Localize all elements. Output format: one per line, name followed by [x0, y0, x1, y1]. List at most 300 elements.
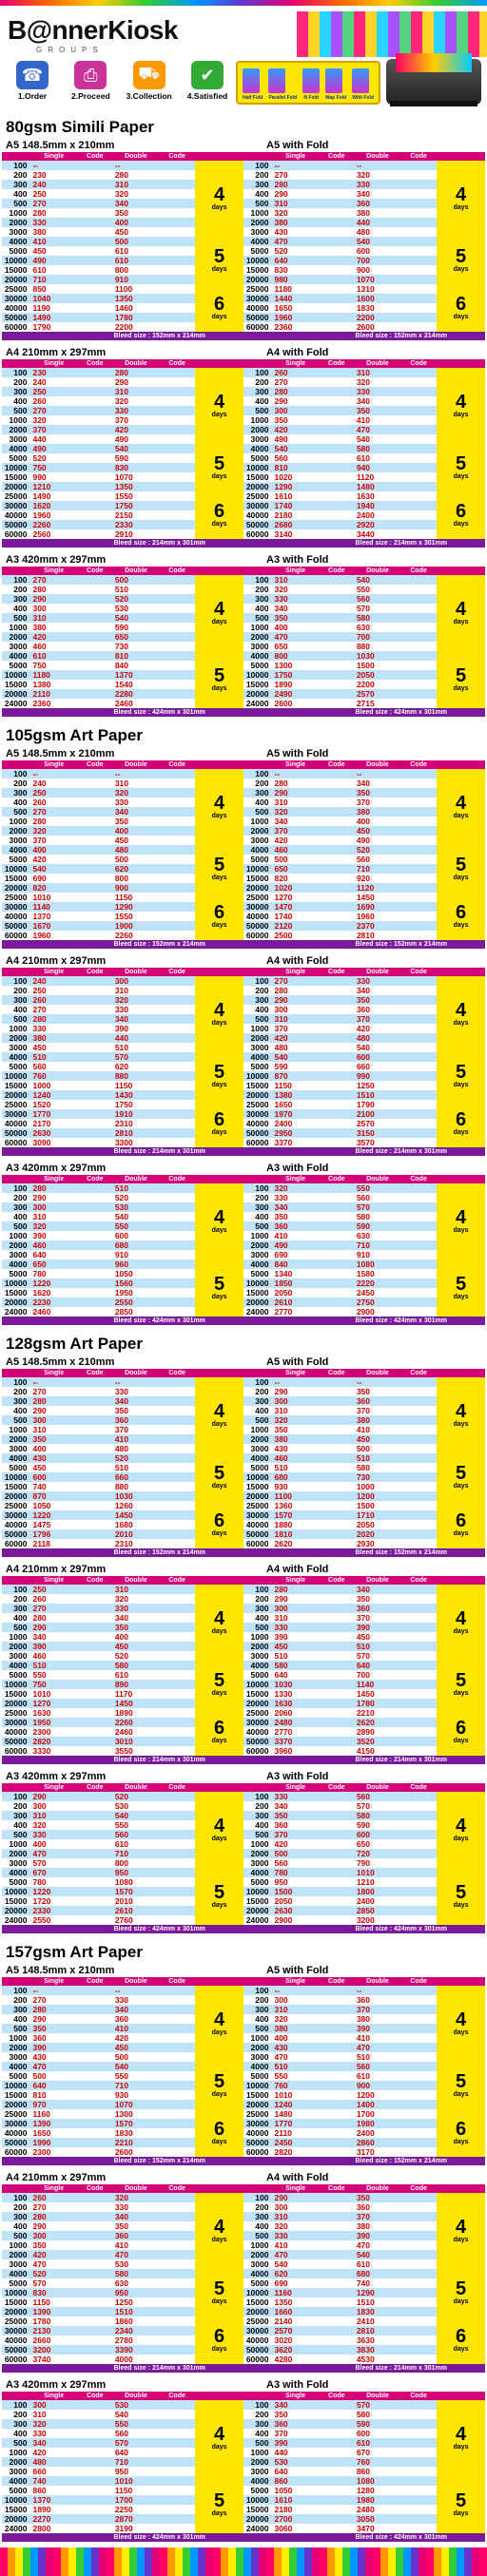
quantity-cell: 50000	[244, 921, 272, 931]
single-price-cell: 350	[30, 2240, 76, 2250]
double-price-cell: 650	[355, 1839, 400, 1849]
quantity-cell: 5000	[244, 1062, 272, 1071]
double-code-cell	[400, 2071, 437, 2081]
days-number: 5	[214, 1882, 225, 1903]
single-code-cell	[319, 2410, 355, 2419]
double-price-cell: 420	[355, 1024, 400, 1033]
days-label: days	[211, 1421, 227, 1428]
single-price-cell: 660	[30, 2467, 76, 2476]
days-number: 5	[456, 1062, 467, 1083]
days-number: 6	[456, 1718, 467, 1739]
double-code-cell	[159, 1501, 195, 1510]
single-price-cell: 1950	[30, 1718, 76, 1727]
size-title: A3 with Fold	[266, 2379, 329, 2391]
single-code-cell	[77, 1307, 113, 1317]
single-price-cell: 310	[272, 2005, 318, 2014]
single-code-cell	[319, 845, 355, 855]
quantity-cell: 3000	[244, 1858, 272, 1868]
double-code-cell	[159, 864, 195, 874]
quantity-cell: 400	[2, 396, 30, 406]
days-number: 5	[214, 665, 225, 686]
double-price-cell: 2780	[113, 2336, 159, 2345]
quantity-cell: 100	[2, 1986, 30, 1995]
double-price-cell: 1980	[355, 2119, 400, 2128]
double-code-cell	[400, 594, 437, 604]
double-code-cell	[159, 520, 195, 529]
table-row	[244, 2062, 485, 2071]
double-price-cell: 340	[113, 807, 159, 817]
quantity-cell: 50000	[244, 520, 272, 529]
printer-icon: ⎙	[74, 61, 107, 89]
double-price-cell: 290	[113, 377, 159, 387]
single-code-cell	[319, 1510, 355, 1520]
single-price-cell: 330	[30, 2429, 76, 2438]
single-code-cell	[319, 1651, 355, 1661]
single-price-cell: 310	[272, 1406, 318, 1415]
single-code-cell	[319, 788, 355, 798]
quantity-cell: 20000	[2, 1298, 30, 1307]
column-header-single: Single	[30, 567, 76, 575]
double-code-cell	[400, 1434, 437, 1444]
leaflet-thumbnail	[243, 68, 260, 93]
double-code-cell	[159, 1406, 195, 1415]
single-code-cell	[319, 2193, 355, 2202]
double-code-cell	[159, 995, 195, 1005]
double-price-cell: 450	[113, 836, 159, 845]
double-price-cell: 380	[355, 1415, 400, 1425]
column-header-double: Double	[113, 1576, 159, 1585]
double-code-cell	[159, 2147, 195, 2157]
quantity-cell: 2000	[244, 1642, 272, 1651]
days-label: days	[453, 2139, 469, 2145]
double-price-cell: 520	[113, 1193, 159, 1202]
single-code-cell	[77, 1288, 113, 1298]
double-price-cell: 1310	[355, 284, 400, 294]
double-code-cell	[159, 1128, 195, 1138]
double-price-cell: 540	[355, 1043, 400, 1052]
double-price-cell: 560	[355, 2062, 400, 2071]
double-code-cell	[400, 883, 437, 893]
double-price-cell: 590	[113, 453, 159, 463]
turnaround-days	[195, 368, 244, 444]
quantity-cell: 5000	[2, 2278, 30, 2288]
days-label: days	[453, 2029, 469, 2036]
days-label: days	[211, 2298, 227, 2305]
double-price-cell: 320	[355, 377, 400, 387]
single-code-cell	[77, 2147, 113, 2157]
price-table	[244, 2392, 485, 2533]
double-code-cell	[400, 1699, 437, 1708]
single-price-cell: 860	[30, 2486, 76, 2495]
quantity-cell: 100	[244, 1986, 272, 1995]
quantity-cell: 50000	[2, 921, 30, 931]
days-label: days	[211, 2510, 227, 2517]
single-price-cell: 270	[30, 1995, 76, 2005]
quantity-cell: 24000	[244, 2524, 272, 2533]
single-code-cell	[319, 1718, 355, 1727]
turnaround-days	[437, 161, 485, 237]
double-price-cell: 640	[113, 2448, 159, 2457]
double-price-cell: 390	[113, 1024, 159, 1033]
column-header-days	[437, 2392, 485, 2400]
single-code-cell	[77, 2345, 113, 2355]
single-price-cell: 1010	[272, 2090, 318, 2100]
double-code-cell	[159, 415, 195, 425]
single-code-cell	[77, 1062, 113, 1071]
fold-product	[325, 68, 346, 101]
single-price-cell: 300	[272, 1995, 318, 2005]
double-price-cell: 500	[113, 2052, 159, 2062]
paper-section	[0, 1335, 487, 1933]
quantity-cell: 400	[244, 2221, 272, 2231]
single-price-cell: 310	[272, 2212, 318, 2221]
single-price-cell: 270	[30, 807, 76, 817]
single-price-cell: 1720	[30, 1896, 76, 1906]
quantity-cell: 200	[244, 1995, 272, 2005]
days-label: days	[453, 875, 469, 881]
column-header-code2: Code	[400, 968, 437, 976]
single-price-cell: 820	[272, 874, 318, 883]
double-code-cell	[159, 1539, 195, 1548]
double-price-cell: 890	[113, 1680, 159, 1689]
single-price-cell: 1880	[272, 1520, 318, 1529]
column-header-code2: Code	[400, 359, 437, 368]
double-code-cell	[400, 1718, 437, 1727]
single-code-cell	[319, 1100, 355, 1109]
single-price-cell: 420	[272, 425, 318, 434]
double-code-cell	[159, 2014, 195, 2024]
days-label: days	[211, 1129, 227, 1136]
single-price-cell: 290	[30, 2014, 76, 2024]
fold-product-label: Map Fold	[325, 95, 347, 101]
table-row	[2, 2269, 244, 2278]
price-table	[244, 152, 485, 332]
single-code-cell	[77, 1613, 113, 1623]
single-price-cell: 3960	[272, 1746, 318, 1756]
double-price-cell: 560	[113, 1830, 159, 1839]
double-price-cell: --	[113, 1377, 159, 1387]
days-number: 4	[456, 2009, 467, 2030]
double-code-cell	[400, 2221, 437, 2231]
size-title: A3 420mm x 297mm	[6, 1163, 107, 1174]
single-code-cell	[319, 699, 355, 708]
quantity-cell: 10000	[2, 1278, 30, 1288]
single-code-cell	[319, 237, 355, 246]
days-number: 5	[214, 1274, 225, 1295]
fold-product-label: Parallel Fold	[268, 95, 298, 101]
size-pair	[2, 1770, 485, 1933]
leaflet-thumbnail	[352, 68, 369, 93]
column-header-code2: Code	[159, 567, 195, 575]
single-price-cell: 450	[30, 246, 76, 256]
single-code-cell	[319, 1849, 355, 1858]
double-code-cell	[159, 1183, 195, 1193]
double-price-cell: 1800	[355, 1887, 400, 1896]
single-price-cell: 640	[272, 2467, 318, 2476]
single-price-cell: 350	[272, 613, 318, 623]
single-price-cell: 300	[272, 1396, 318, 1406]
single-code-cell	[77, 387, 113, 396]
single-price-cell: 1500	[272, 1887, 318, 1896]
single-price-cell: 870	[30, 1491, 76, 1501]
single-price-cell: 450	[30, 1463, 76, 1472]
quantity-cell: 25000	[244, 1708, 272, 1718]
days-label: days	[211, 1738, 227, 1744]
single-price-cell: 570	[30, 1858, 76, 1868]
turnaround-days	[195, 2109, 244, 2157]
double-price-cell: 920	[355, 874, 400, 883]
single-code-cell	[77, 788, 113, 798]
double-price-cell: 1150	[113, 2486, 159, 2495]
days-number: 4	[456, 1816, 467, 1836]
quantity-cell: 20000	[244, 1090, 272, 1100]
price-table-block	[244, 1355, 485, 1557]
price-table-block	[244, 1563, 485, 1764]
double-code-cell	[400, 2505, 437, 2514]
quantity-cell: 100	[244, 368, 272, 377]
single-code-cell	[77, 1811, 113, 1820]
quantity-cell: 1000	[244, 1024, 272, 1033]
column-header-code: Code	[319, 359, 355, 368]
quantity-cell: 10000	[2, 256, 30, 265]
thumbs-up-icon: ✔	[191, 61, 224, 89]
double-code-cell	[159, 322, 195, 332]
turnaround-days	[437, 976, 485, 1052]
column-header-single: Single	[30, 2392, 76, 2400]
turnaround-days	[437, 2109, 485, 2157]
quantity-cell: 3000	[244, 1043, 272, 1052]
quantity-cell: 40000	[244, 510, 272, 520]
single-price-cell: 1220	[30, 1278, 76, 1288]
quantity-cell: 30000	[244, 1718, 272, 1727]
quantity-cell: 3000	[2, 1444, 30, 1453]
table-row	[244, 237, 485, 246]
double-code-cell	[400, 189, 437, 199]
single-price-cell: 320	[272, 585, 318, 594]
bleed-size-note: Bleed size : 152mm x 214mm	[244, 1548, 485, 1557]
double-price-cell: 710	[355, 864, 400, 874]
single-code-cell	[77, 425, 113, 434]
double-code-cell	[400, 689, 437, 699]
single-price-cell: 350	[272, 1212, 318, 1221]
single-price-cell: 280	[30, 585, 76, 594]
quantity-cell: 3000	[2, 434, 30, 444]
column-header-double: Double	[113, 760, 159, 769]
column-header-qty	[244, 1783, 272, 1792]
quantity-cell: 4000	[244, 1661, 272, 1670]
single-price-cell: 310	[30, 2410, 76, 2419]
size-title: A3 420mm x 297mm	[6, 554, 107, 566]
quantity-cell: 30000	[244, 2119, 272, 2128]
double-price-cell: 1940	[355, 501, 400, 510]
single-price-cell: 1350	[272, 2297, 318, 2307]
double-code-cell	[400, 1307, 437, 1317]
double-price-cell: 350	[113, 817, 159, 826]
single-price-cell: 420	[272, 1839, 318, 1849]
single-price-cell: 550	[272, 2071, 318, 2081]
turnaround-days	[195, 845, 244, 893]
single-price-cell: 430	[272, 2043, 318, 2052]
double-code-cell	[159, 855, 195, 864]
double-code-cell	[400, 995, 437, 1005]
double-price-cell: 960	[113, 1259, 159, 1269]
turnaround-days	[437, 1453, 485, 1501]
quantity-cell: 2000	[2, 425, 30, 434]
single-code-cell	[319, 161, 355, 170]
single-code-cell	[77, 2278, 113, 2288]
single-price-cell: 340	[272, 817, 318, 826]
double-price-cell: 670	[355, 2448, 400, 2457]
quantity-cell: 20000	[2, 482, 30, 491]
single-code-cell	[319, 1680, 355, 1689]
turnaround-days	[437, 444, 485, 491]
double-price-cell: 2550	[113, 1298, 159, 1307]
single-price-cell: 270	[30, 1005, 76, 1014]
single-price-cell: 330	[272, 2231, 318, 2240]
bleed-size-note: Bleed size : 152mm x 214mm	[2, 1548, 244, 1557]
double-code-cell	[400, 613, 437, 623]
double-price-cell: 1150	[113, 1081, 159, 1090]
double-price-cell: 310	[113, 387, 159, 396]
table-row	[244, 1453, 485, 1463]
quantity-cell: 200	[2, 585, 30, 594]
quantity-cell: 300	[244, 2419, 272, 2429]
single-code-cell	[77, 623, 113, 632]
single-code-cell	[319, 1062, 355, 1071]
table-row	[244, 2476, 485, 2486]
double-code-cell	[400, 2524, 437, 2533]
single-price-cell: 1020	[272, 472, 318, 482]
double-code-cell	[159, 2514, 195, 2524]
double-code-cell	[400, 1033, 437, 1043]
double-price-cell: 340	[355, 396, 400, 406]
quantity-cell: 10000	[244, 864, 272, 874]
table-row	[2, 2316, 244, 2326]
double-price-cell: 600	[355, 1052, 400, 1062]
double-price-cell: 1260	[113, 1501, 159, 1510]
quantity-cell: 15000	[2, 1896, 30, 1906]
single-price-cell: 300	[30, 2400, 76, 2410]
quantity-cell: 5000	[244, 1877, 272, 1887]
quantity-cell: 2000	[244, 2250, 272, 2259]
double-code-cell	[400, 1849, 437, 1858]
single-code-cell	[319, 501, 355, 510]
quantity-cell: 30000	[2, 501, 30, 510]
column-header-single: Single	[272, 1369, 318, 1377]
single-price-cell: 280	[272, 779, 318, 788]
single-price-cell: 300	[272, 1604, 318, 1613]
double-code-cell	[159, 256, 195, 265]
double-code-cell	[159, 604, 195, 613]
single-code-cell	[77, 482, 113, 491]
double-price-cell: 450	[113, 2043, 159, 2052]
quantity-cell: 10000	[244, 463, 272, 472]
days-label: days	[453, 1294, 469, 1300]
double-code-cell	[159, 2024, 195, 2033]
single-code-cell	[319, 651, 355, 661]
single-code-cell	[319, 1830, 355, 1839]
double-code-cell	[400, 1062, 437, 1071]
double-price-cell: 3050	[355, 2514, 400, 2524]
double-price-cell: 2715	[355, 699, 400, 708]
double-price-cell: 3150	[355, 1128, 400, 1138]
quantity-cell: 4000	[2, 237, 30, 246]
single-price-cell: 830	[272, 265, 318, 275]
double-code-cell	[159, 976, 195, 986]
double-code-cell	[400, 1839, 437, 1849]
quantity-cell: 4000	[2, 2062, 30, 2071]
column-header-code2: Code	[159, 968, 195, 976]
single-price-cell: 600	[30, 1472, 76, 1482]
column-header-days	[437, 2184, 485, 2193]
quantity-cell: 30000	[244, 1109, 272, 1119]
size-title: A5 with Fold	[266, 140, 329, 151]
step-3	[123, 61, 176, 101]
turnaround-days	[195, 1868, 244, 1925]
double-price-cell: 1580	[355, 1269, 400, 1278]
single-code-cell	[77, 1623, 113, 1632]
single-code-cell	[319, 2062, 355, 2071]
quantity-cell: 4000	[244, 1453, 272, 1463]
double-code-cell	[159, 463, 195, 472]
quantity-cell: 1000	[2, 1425, 30, 1434]
single-price-cell: 610	[30, 651, 76, 661]
column-header-days	[437, 760, 485, 769]
turnaround-days	[437, 2269, 485, 2316]
quantity-cell: 30000	[244, 902, 272, 912]
single-code-cell	[77, 2316, 113, 2326]
column-header-days	[195, 359, 244, 368]
double-price-cell: 1010	[113, 2476, 159, 2486]
turnaround-days	[195, 1100, 244, 1147]
quantity-cell: 500	[244, 406, 272, 415]
double-price-cell: 580	[355, 1212, 400, 1221]
single-code-cell	[77, 1453, 113, 1463]
single-price-cell: 320	[30, 826, 76, 836]
days-number: 4	[214, 1401, 225, 1422]
days-number: 6	[214, 501, 225, 522]
double-code-cell	[400, 1482, 437, 1491]
single-price-cell: 620	[272, 2269, 318, 2278]
paper-type-title: 105gsm Art Paper	[6, 726, 143, 744]
double-price-cell: 340	[355, 779, 400, 788]
single-price-cell: 290	[30, 1623, 76, 1632]
single-price-cell: 260	[30, 2193, 76, 2202]
single-code-cell	[319, 2326, 355, 2336]
quantity-cell: 24000	[2, 1307, 30, 1317]
single-code-cell	[77, 1594, 113, 1604]
double-code-cell	[159, 2278, 195, 2288]
double-price-cell: 570	[355, 604, 400, 613]
table-row	[2, 284, 244, 294]
single-price-cell: 750	[30, 661, 76, 670]
double-price-cell: 1120	[355, 883, 400, 893]
single-code-cell	[319, 1024, 355, 1033]
days-number: 5	[456, 2278, 467, 2299]
single-code-cell	[77, 2138, 113, 2147]
double-price-cell: 540	[355, 237, 400, 246]
double-code-cell	[400, 1510, 437, 1520]
quantity-cell: 400	[244, 2014, 272, 2024]
days-label: days	[453, 1836, 469, 1842]
quantity-cell: 200	[244, 585, 272, 594]
single-code-cell	[77, 817, 113, 826]
quantity-cell: 15000	[244, 1689, 272, 1699]
single-price-cell: 470	[30, 2062, 76, 2071]
quantity-cell: 1000	[244, 1231, 272, 1240]
double-code-cell	[159, 1043, 195, 1052]
double-code-cell	[400, 1906, 437, 1915]
